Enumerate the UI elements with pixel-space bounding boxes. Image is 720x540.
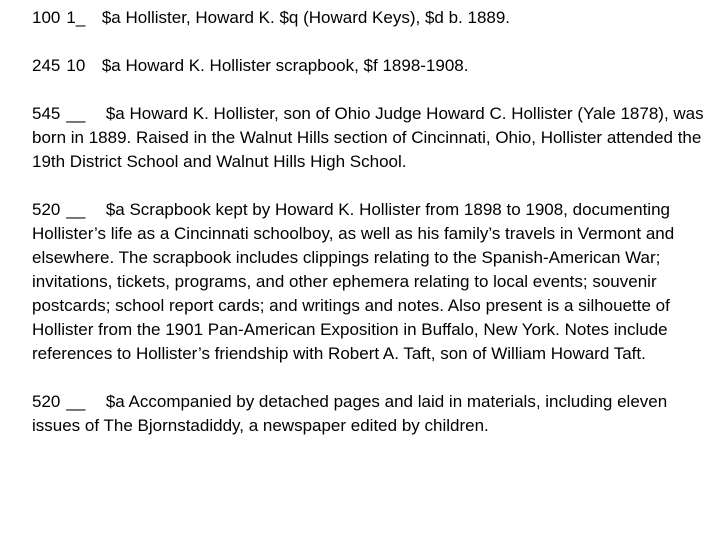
- field-tag: 520: [32, 200, 61, 219]
- field-tag: 100: [32, 8, 61, 27]
- field-indicators: 10: [66, 56, 86, 75]
- field-content: $a Howard K. Hollister scrapbook, $f 1898-1908.: [101, 56, 469, 75]
- field-content: $a Accompanied by detached pages and laid in materials, including eleven issues of The Bjornstadiddy, a newspaper edited by children.: [32, 392, 668, 435]
- field-content: $a Hollister, Howard K. $q (Howard Keys), $d b. 1889.: [101, 8, 511, 27]
- marc-field-245: [32, 54, 710, 78]
- field-tag: 545: [32, 104, 61, 123]
- field-indicators: 1_: [66, 8, 86, 27]
- field-tag: 245: [32, 56, 61, 75]
- marc-field-545: [32, 102, 710, 174]
- field-indicators: __: [66, 392, 86, 411]
- marc-field-520-accompanying: [32, 390, 710, 438]
- marc-field-520-summary: [32, 198, 710, 366]
- marc-field-100: [32, 6, 710, 30]
- field-indicators: __: [66, 200, 86, 219]
- field-indicators: __: [66, 104, 86, 123]
- field-content: $a Howard K. Hollister, son of Ohio Judge Howard C. Hollister (Yale 1878), was born in 1889. Raised in the Walnut Hills section of Cincinnati, Ohio, Hollister attended the 19th District School and Walnut Hills High School.: [32, 104, 704, 171]
- field-content: $a Scrapbook kept by Howard K. Hollister from 1898 to 1908, documenting Hollister’s life as a Cincinnati schoolboy, as well as his family’s travels in Vermont and elsewhere. The scrapbook includes clippings relating to the Spanish-American War; invitations, tickets, programs, and other ephemera relating to local events; souvenir postcards; school report cards; and writings and notes. Also present is a silhouette of Hollister from the 1901 Pan-American Exposition in Buffalo, New York. Notes include references to Hollister’s friendship with Robert A. Taft, son of William Howard Taft.: [32, 200, 675, 363]
- field-tag: 520: [32, 392, 61, 411]
